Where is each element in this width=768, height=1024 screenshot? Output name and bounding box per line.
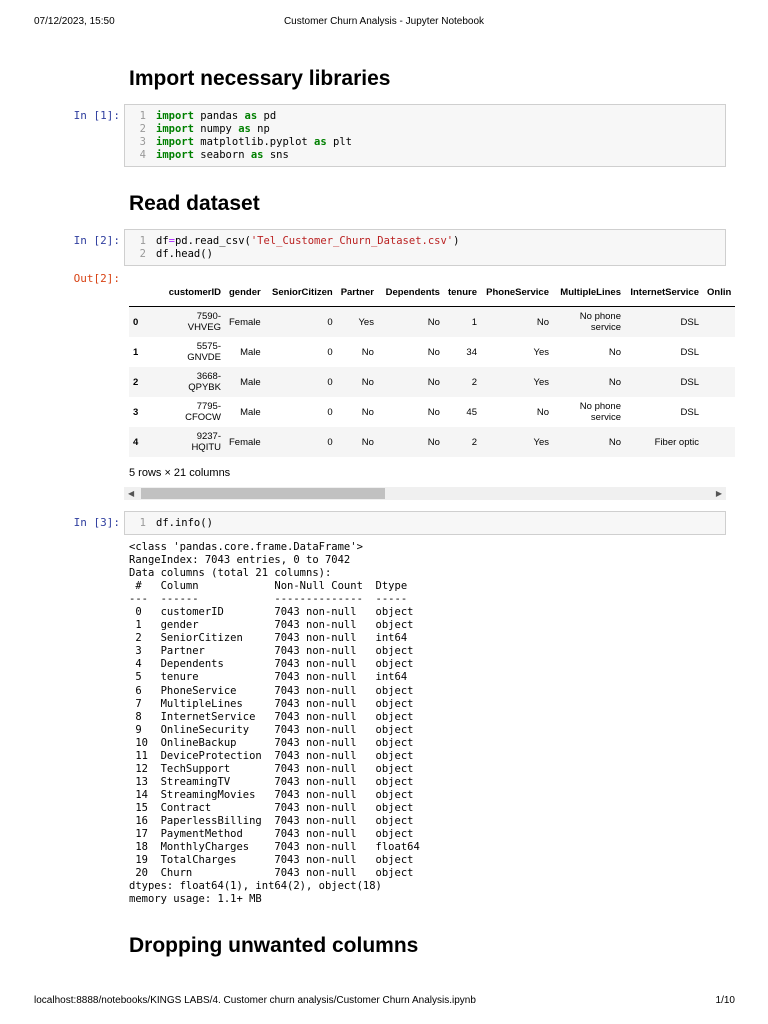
table-cell — [703, 307, 735, 338]
table-cell: No — [427, 376, 440, 388]
code-token: import — [156, 123, 194, 135]
line-number: 2 — [139, 123, 146, 135]
table-cell: 3668- QPYBK — [188, 371, 221, 393]
code-token: pd.read_csv( — [174, 235, 251, 247]
table-cell — [703, 367, 735, 397]
table-cell: No — [361, 406, 374, 418]
shape-note: 5 rows × 21 columns — [129, 467, 231, 479]
code-token: sns — [263, 149, 289, 161]
column-header: Partner — [337, 278, 378, 307]
table-cell: 45 — [466, 406, 477, 418]
column-header: tenure — [444, 278, 481, 307]
code-line — [125, 110, 725, 123]
line-number: 2 — [139, 248, 146, 260]
info-output: <class 'pandas.core.frame.DataFrame'> RangeIndex: 7043 entries, 0 to 7042 Data columns (total 21 columns): # Column Non-Null Count Dtype --- ------ -------------- ----- 0 customerID 7043 non-null object 1 gender 7043 non-null object 2 SeniorCitizen 7043 non-null int64 3 Partner 7043 non-null object 4 Dependents 7043 non-null object 5 tenure 7043 non-null int64 6 PhoneService 7043 non-null object 7 MultipleLines 7043 non-null object 8 InternetService 7043 non-null object 9 OnlineSecurity 7043 non-null object 10 OnlineBackup 7043 non-null object 11 DeviceProtection 7043 non-null object 12 TechSupport 7043 non-null object 13 StreamingTV 7043 non-null object 14 StreamingMovies 7043 non-null object 15 Contract 7043 non-null object 16 PaperlessBilling 7043 non-null object 17 PaymentMethod 7043 non-null object 18 MonthlyCharges 7043 non-null float64 19 TotalCharges 7043 non-null object 20 Churn 7043 non-null object dtypes: float64(1), int64(2), object(18) memory usage: 1.1+ MB — [129, 541, 420, 906]
code-token: as — [238, 123, 251, 135]
code-token: pd — [257, 110, 277, 122]
code-text — [156, 136, 352, 149]
table-cell: Yes — [533, 436, 549, 448]
print-datetime: 07/12/2023, 15:50 — [34, 16, 115, 27]
heading-read-dataset: Read dataset — [129, 192, 260, 215]
code-text — [156, 123, 270, 136]
code-token: plt — [326, 136, 352, 148]
table-cell: Yes — [533, 346, 549, 358]
code-cell-2[interactable] — [124, 229, 726, 266]
table-cell: No — [608, 376, 621, 388]
code-editor-2[interactable] — [125, 230, 725, 265]
table-cell: Male — [240, 346, 261, 358]
scroll-right-arrow-icon[interactable]: ▶ — [715, 489, 722, 498]
table-cell — [703, 337, 735, 367]
table-cell: No — [536, 406, 549, 418]
scrollbar-thumb[interactable] — [141, 488, 385, 499]
table-cell: No — [361, 436, 374, 448]
code-token: import — [156, 149, 194, 161]
table-cell: 34 — [466, 346, 477, 358]
table-cell: No — [608, 346, 621, 358]
table-cell — [703, 397, 735, 427]
code-line — [125, 149, 725, 162]
code-text — [156, 110, 276, 123]
table-cell: Fiber optic — [654, 436, 699, 448]
row-index: 1 — [133, 346, 139, 358]
horizontal-scrollbar[interactable] — [124, 487, 726, 500]
code-text — [156, 235, 459, 248]
table-cell: 2 — [471, 436, 477, 448]
table-row — [129, 367, 735, 397]
in-prompt-2: In [2]: — [73, 234, 120, 247]
table-cell: No — [427, 346, 440, 358]
table-cell: No — [427, 316, 440, 328]
dataframe-table — [129, 278, 735, 457]
table-cell: 0 — [327, 406, 333, 418]
table-body — [129, 307, 735, 458]
table-row — [129, 397, 735, 427]
table-row — [129, 427, 735, 457]
table-row — [129, 337, 735, 367]
table-cell: 7795- CFOCW — [185, 401, 221, 423]
code-line — [125, 235, 725, 248]
table-cell: DSL — [680, 376, 699, 388]
row-index: 2 — [133, 376, 139, 388]
row-index: 4 — [133, 436, 139, 448]
column-header: Dependents — [378, 278, 444, 307]
table-cell: DSL — [680, 346, 699, 358]
table-cell: DSL — [680, 316, 699, 328]
code-text — [156, 248, 213, 261]
table-row — [129, 307, 735, 338]
column-header: InternetService — [625, 278, 703, 307]
column-header: gender — [225, 278, 265, 307]
column-header: PhoneService — [481, 278, 553, 307]
code-token: ) — [453, 235, 460, 247]
line-number: 4 — [139, 149, 146, 161]
table-cell: 0 — [327, 376, 333, 388]
code-token: df.head() — [156, 248, 213, 260]
column-header: MultipleLines — [553, 278, 625, 307]
code-token: seaborn — [193, 149, 251, 161]
code-editor-1[interactable] — [125, 105, 725, 166]
scroll-left-arrow-icon[interactable]: ◀ — [128, 489, 135, 498]
column-header: customerID — [151, 278, 225, 307]
table-cell: No — [427, 406, 440, 418]
code-token: np — [250, 123, 270, 135]
in-prompt-1: In [1]: — [73, 109, 120, 122]
code-token: = — [168, 235, 175, 247]
table-cell: 7590- VHVEG — [187, 311, 221, 333]
code-token: import — [156, 110, 194, 122]
code-token: as — [244, 110, 258, 122]
code-cell-1[interactable] — [124, 104, 726, 167]
code-token: import — [156, 136, 194, 148]
code-editor-3[interactable] — [125, 512, 725, 534]
table-cell: No — [361, 346, 374, 358]
print-url: localhost:8888/notebooks/KINGS LABS/4. Customer churn analysis/Customer Churn Analysis.ipynb — [34, 995, 476, 1006]
line-number: 3 — [139, 136, 146, 148]
table-cell: Yes — [358, 316, 374, 328]
row-index: 3 — [133, 406, 139, 418]
table-cell: No phone service — [579, 311, 621, 333]
table-cell: Female — [229, 436, 261, 448]
print-page-number: 1/10 — [715, 995, 735, 1006]
column-header: Onlin — [703, 278, 735, 307]
code-line — [125, 136, 725, 149]
code-line — [125, 248, 725, 261]
table-cell: Female — [229, 316, 261, 328]
heading-import-libraries: Import necessary libraries — [129, 67, 391, 90]
line-number: 1 — [139, 517, 146, 529]
table-cell: 1 — [471, 316, 477, 328]
print-title: Customer Churn Analysis - Jupyter Notebook — [283, 16, 485, 27]
table-cell: 2 — [471, 376, 477, 388]
code-token: numpy — [193, 123, 239, 135]
column-header: SeniorCitizen — [265, 278, 337, 307]
table-cell: DSL — [680, 406, 699, 418]
code-line — [125, 517, 725, 530]
code-token: matplotlib.pyplot — [193, 136, 315, 148]
table-cell: Male — [240, 376, 261, 388]
table-cell: 0 — [327, 346, 333, 358]
code-text — [156, 149, 289, 162]
code-token: 'Tel_Customer_Churn_Dataset.csv' — [250, 235, 454, 247]
table-cell: Yes — [533, 376, 549, 388]
out-prompt-2: Out[2]: — [73, 272, 120, 285]
table-cell: 0 — [327, 316, 333, 328]
code-text — [156, 517, 213, 530]
table-cell: 9237- HQITU — [191, 431, 221, 453]
table-cell: No — [608, 436, 621, 448]
code-token: df.info() — [156, 517, 213, 529]
heading-dropping-columns: Dropping unwanted columns — [129, 934, 419, 957]
table-cell: No — [536, 316, 549, 328]
table-cell: 5575- GNVDE — [187, 341, 221, 363]
line-number: 1 — [139, 110, 146, 122]
table-cell — [703, 427, 735, 457]
code-line — [125, 123, 725, 136]
code-token: as — [250, 149, 264, 161]
table-cell: 0 — [327, 436, 333, 448]
line-number: 1 — [139, 235, 146, 247]
table-cell: No phone service — [579, 401, 621, 423]
row-index: 0 — [133, 316, 139, 328]
table-header-row — [129, 278, 735, 307]
code-cell-3[interactable] — [124, 511, 726, 535]
index-header — [129, 278, 151, 307]
code-token: df — [156, 235, 169, 247]
table-cell: No — [427, 436, 440, 448]
table-cell: No — [361, 376, 374, 388]
table-cell: Male — [240, 406, 261, 418]
code-token: pandas — [193, 110, 245, 122]
in-prompt-3: In [3]: — [73, 516, 120, 529]
code-token: as — [314, 136, 327, 148]
